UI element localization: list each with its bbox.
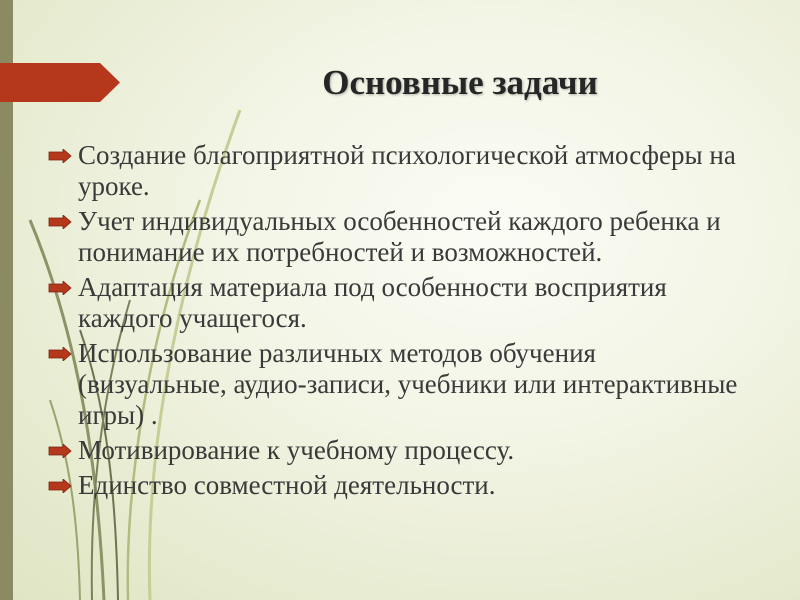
title-accent-tab	[0, 63, 120, 102]
bullet-text: Учет индивидуальных особенностей каждого ребенка и понимание их потребностей и возможностей.	[78, 206, 721, 267]
list-item	[48, 140, 748, 202]
slide-title: Основные задачи	[322, 63, 598, 102]
list-item	[48, 272, 748, 334]
list-item	[48, 338, 748, 431]
arrow-bullet-icon	[48, 149, 72, 163]
bullet-text: Использование различных методов обучения (визуальные, аудио-записи, учебники или интерактивные игры) .	[78, 338, 738, 430]
bullet-text: Создание благоприятной психологической атмосферы на уроке.	[78, 140, 736, 201]
arrow-bullet-icon	[48, 281, 72, 295]
bullet-text: Мотивирование к учебному процессу.	[78, 435, 515, 465]
arrow-bullet-icon	[48, 347, 72, 361]
list-item	[48, 435, 748, 466]
arrow-bullet-icon	[48, 479, 72, 493]
bullet-list	[48, 140, 748, 505]
bullet-text: Единство совместной деятельности.	[78, 470, 496, 500]
list-item	[48, 206, 748, 268]
arrow-bullet-icon	[48, 444, 72, 458]
list-item	[48, 470, 748, 501]
arrow-bullet-icon	[48, 215, 72, 229]
bullet-text: Адаптация материала под особенности восприятия каждого учащегося.	[78, 272, 667, 333]
